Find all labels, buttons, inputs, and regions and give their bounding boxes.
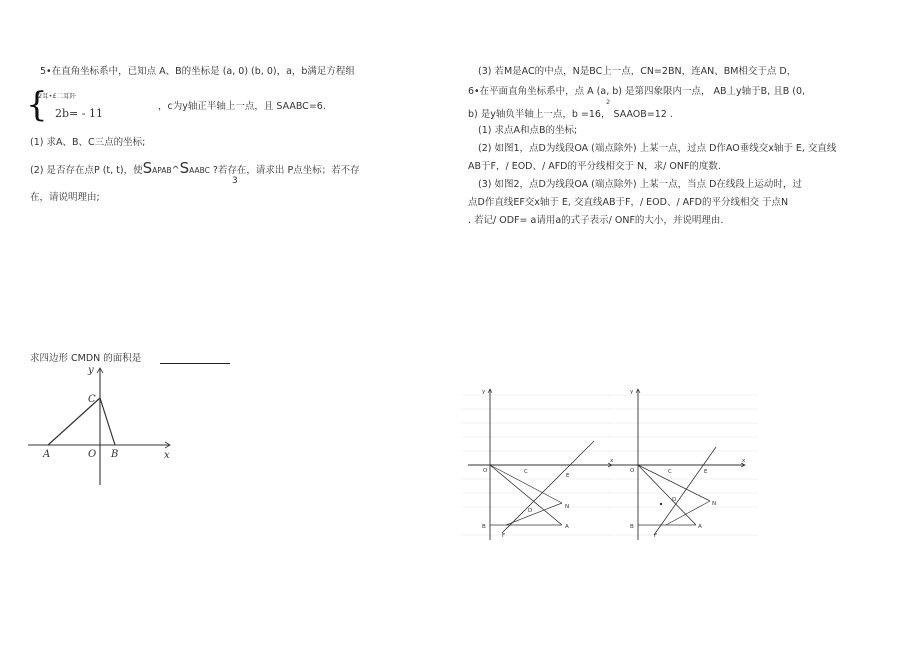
area-question: 求四边形 CMDN 的面积是	[30, 353, 142, 364]
q6-line1: 6•在平面直角坐标系中，点 A (a, b) 是第四象限内一点， AB丄y轴于B, 且B (0,	[468, 86, 806, 97]
fig1-label-f: F	[502, 533, 506, 539]
figure-2	[608, 385, 768, 545]
equation-bottom: 2b= - 11	[55, 107, 103, 120]
fraction-three: 3	[232, 176, 238, 186]
fig1-label-n: N	[565, 504, 570, 510]
q6-line2: b) 是y轴负半轴上一点，b =16， SAAOB=12 .	[468, 109, 673, 120]
fig2-label-b: B	[630, 524, 634, 530]
fig2-label-e: E	[704, 469, 708, 475]
fig2-label-c: C	[668, 469, 672, 475]
fig1-label-c: C	[524, 469, 528, 475]
q5-part2-c: 在，请说明理由;	[30, 192, 100, 203]
q6-part3-c: . 若记/ ODF= a请用a的式子表示/ ONF的大小，并说明理由.	[468, 215, 724, 226]
fig2-label-y: y	[630, 389, 634, 395]
area-symbol-1: S	[142, 159, 153, 177]
equation-top: 2耳•£二耳阡	[38, 92, 77, 100]
q5-part2-b: ?若存在，请求出 P点坐标；若不存	[209, 165, 360, 176]
fig2-label-d: D	[672, 497, 677, 503]
fig1-label-o: O	[483, 468, 488, 474]
fig2-label-a: A	[698, 524, 702, 530]
label-a: A	[43, 449, 51, 460]
fig1-label-d: D	[528, 508, 533, 514]
q6-two: 2	[606, 98, 611, 106]
fig1-label-y: y	[482, 389, 486, 395]
label-y: y	[88, 365, 94, 376]
fig1-label-a: A	[565, 524, 569, 530]
label-o: O	[88, 449, 97, 460]
label-c: C	[88, 394, 96, 405]
q5-part1: (1) 求A、B、C三点的坐标;	[30, 137, 146, 148]
fig1-label-b: B	[482, 524, 486, 530]
label-b: B	[111, 449, 119, 460]
q5-part2	[30, 159, 360, 177]
fig2-label-x: x	[742, 458, 746, 464]
q5-part3: (3) 若M是AC的中点，N是BC上一点，CN=2BN，连AN、BM相交于点 D，	[478, 66, 797, 77]
area-subscript-2: AABC	[189, 166, 210, 175]
segment-ac	[48, 398, 100, 445]
fig2-label-o: O	[630, 468, 635, 474]
q6-part3-b: 点D作直线EF交x轴于 E, 交直线AB于F，/ EOD、/ AFD的平分线相交 于点N	[468, 197, 789, 208]
label-x: x	[164, 450, 170, 461]
triangle-figure	[0, 360, 200, 490]
q6-part2-b: AB于F，/ EOD、/ AFD的平分线相交于 N，求/ ONF的度数.	[468, 161, 721, 172]
q5-part2-a: (2) 是否存在点P (t, t)，使	[30, 165, 143, 176]
area-symbol-2: S	[179, 159, 190, 177]
fig1-label-x: x	[610, 458, 614, 464]
equation-brace: {	[26, 85, 48, 125]
point-marker	[660, 503, 662, 505]
segment-fn-2	[666, 501, 710, 525]
q6-part1: (1) 求点A和点B的坐标;	[478, 125, 578, 136]
fig2-label-n: N	[712, 501, 717, 507]
segment-fn-1	[506, 503, 562, 525]
area-subscript-1: APAB	[152, 166, 172, 175]
q6-part3-a: (3) 如图2，点D为线段OA (端点除外) 上某一点，当点 D在线段上运动时，过	[478, 179, 802, 190]
figure-1	[462, 385, 622, 545]
fig1-label-e: E	[566, 473, 570, 479]
fig2-label-f: F	[654, 533, 658, 539]
q6-part2-a: (2) 如图1，点D为线段OA (端点除外) 上某一点，过点 D作AO垂线交x轴于 E, 交直线	[478, 143, 837, 154]
segment-cb	[100, 398, 115, 445]
q5-line1: 5•在直角坐标系中，已知点 A、B的坐标是 (a, 0) (b, 0)，a，b满足方程组	[40, 66, 355, 77]
caret: ^	[171, 165, 180, 176]
q5-line2: ，c为y轴正半轴上一点，且 SAABC=6.	[158, 101, 326, 112]
